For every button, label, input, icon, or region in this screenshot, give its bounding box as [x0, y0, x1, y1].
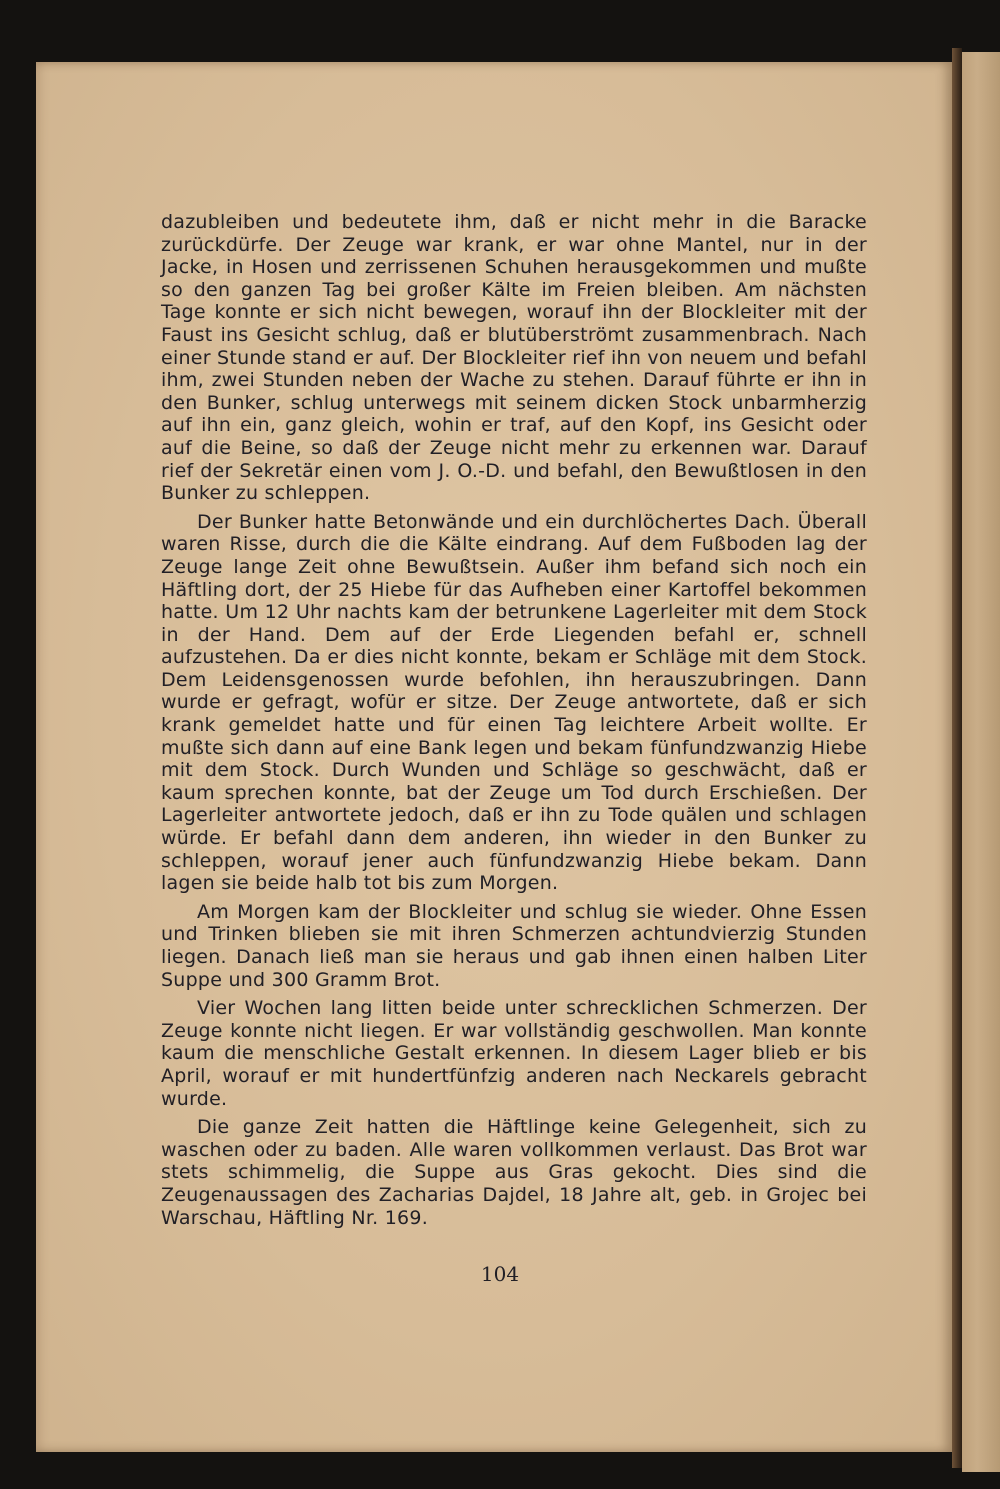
paragraph-2: Der Bunker hatte Betonwände und ein durchlöchertes Dach. Überall waren Risse, durch die die Kälte eindrang. Auf dem Fußboden lag der Zeuge lange Zeit ohne Bewußtsein. Außer ihm befand sich noch ein Häftling dort, der 25 Hiebe für das Aufheben einer Kartoffel bekommen hatte. Um 12 Uhr nachts kam der betrunkene Lagerleiter mit dem Stock in der Hand. Dem auf der Erde Liegenden befahl er, schnell aufzustehen. Da er dies nicht konnte, bekam er Schläge mit dem Stock. Dem Leidensgenossen wurde befohlen, ihn herauszubringen. Dann wurde er gefragt, wofür er sitze. Der Zeuge antwortete, daß er sich krank gemeldet hatte und für einen Tag leichtere Arbeit wollte. Er mußte sich dann auf eine Bank legen und bekam fünfundzwanzig Hiebe mit dem Stock. Durch Wunden und Schläge so geschwächt, daß er kaum sprechen konnte, bat der Zeuge um Tod durch Erschießen. Der Lagerleiter antwortete jedoch, daß er ihn zu Tode quälen und schlagen würde. Er befahl dann dem anderen, ihn wieder in den Bunker zu schleppen, worauf jener auch fünfundzwanzig Hiebe bekam. Dann lagen sie beide halb tot bis zum Morgen. — [161, 510, 867, 895]
paragraph-1: dazubleiben und bedeutete ihm, daß er nicht mehr in die Baracke zurückdürfe. Der Zeuge war krank, er war ohne Mantel, nur in der Jacke, in Hosen und zerrissenen Schuhen herausgekommen und mußte so den ganzen Tag bei großer Kälte im Freien bleiben. Am nächsten Tage konnte er sich nicht bewegen, worauf ihn der Blockleiter mit der Faust ins Gesicht schlug, daß er blutüberströmt zusammenbrach. Nach einer Stunde stand er auf. Der Blockleiter rief ihn von neuem und befahl ihm, zwei Stunden neben der Wache zu stehen. Darauf führte er ihn in den Bunker, schlug unterwegs mit seinem dicken Stock unbarmherzig auf ihn ein, ganz gleich, wohin er traf, auf den Kopf, ins Gesicht oder auf die Beine, so daß der Zeuge nicht mehr zu erkennen war. Darauf rief der Sekretär einen vom J. O.-D. und befahl, den Bewußtlosen in den Bunker zu schleppen. — [161, 211, 867, 505]
page-number: 104 — [480, 1262, 520, 1286]
page-body — [161, 211, 867, 1235]
paragraph-3: Am Morgen kam der Blockleiter und schlug sie wieder. Ohne Essen und Trinken blieben sie mit ihren Schmerzen achtundvierzig Stunden liegen. Danach ließ man sie heraus und gab ihnen einen halben Liter Suppe und 300 Gramm Brot. — [161, 900, 867, 991]
paragraph-4: Vier Wochen lang litten beide unter schrecklichen Schmerzen. Der Zeuge konnte nicht liegen. Er war vollständig geschwollen. Man konnte kaum die menschliche Gestalt erkennen. In diesem Lager blieb er bis April, worauf er mit hundertfünfzig anderen nach Neckarels gebracht wurde. — [161, 997, 867, 1110]
paragraph-5: Die ganze Zeit hatten die Häftlinge keine Gelegenheit, sich zu waschen oder zu baden. Alle waren vollkommen verlaust. Das Brot war stets schimmelig, die Suppe aus Gras gekocht. Dies sind die Zeugenaussagen des Zacharias Dajdel, 18 Jahre alt, geb. in Grojec bei Warschau, Häftling Nr. 169. — [161, 1116, 867, 1229]
facing-page-edge — [962, 52, 1000, 1472]
book-gutter — [952, 48, 962, 1468]
